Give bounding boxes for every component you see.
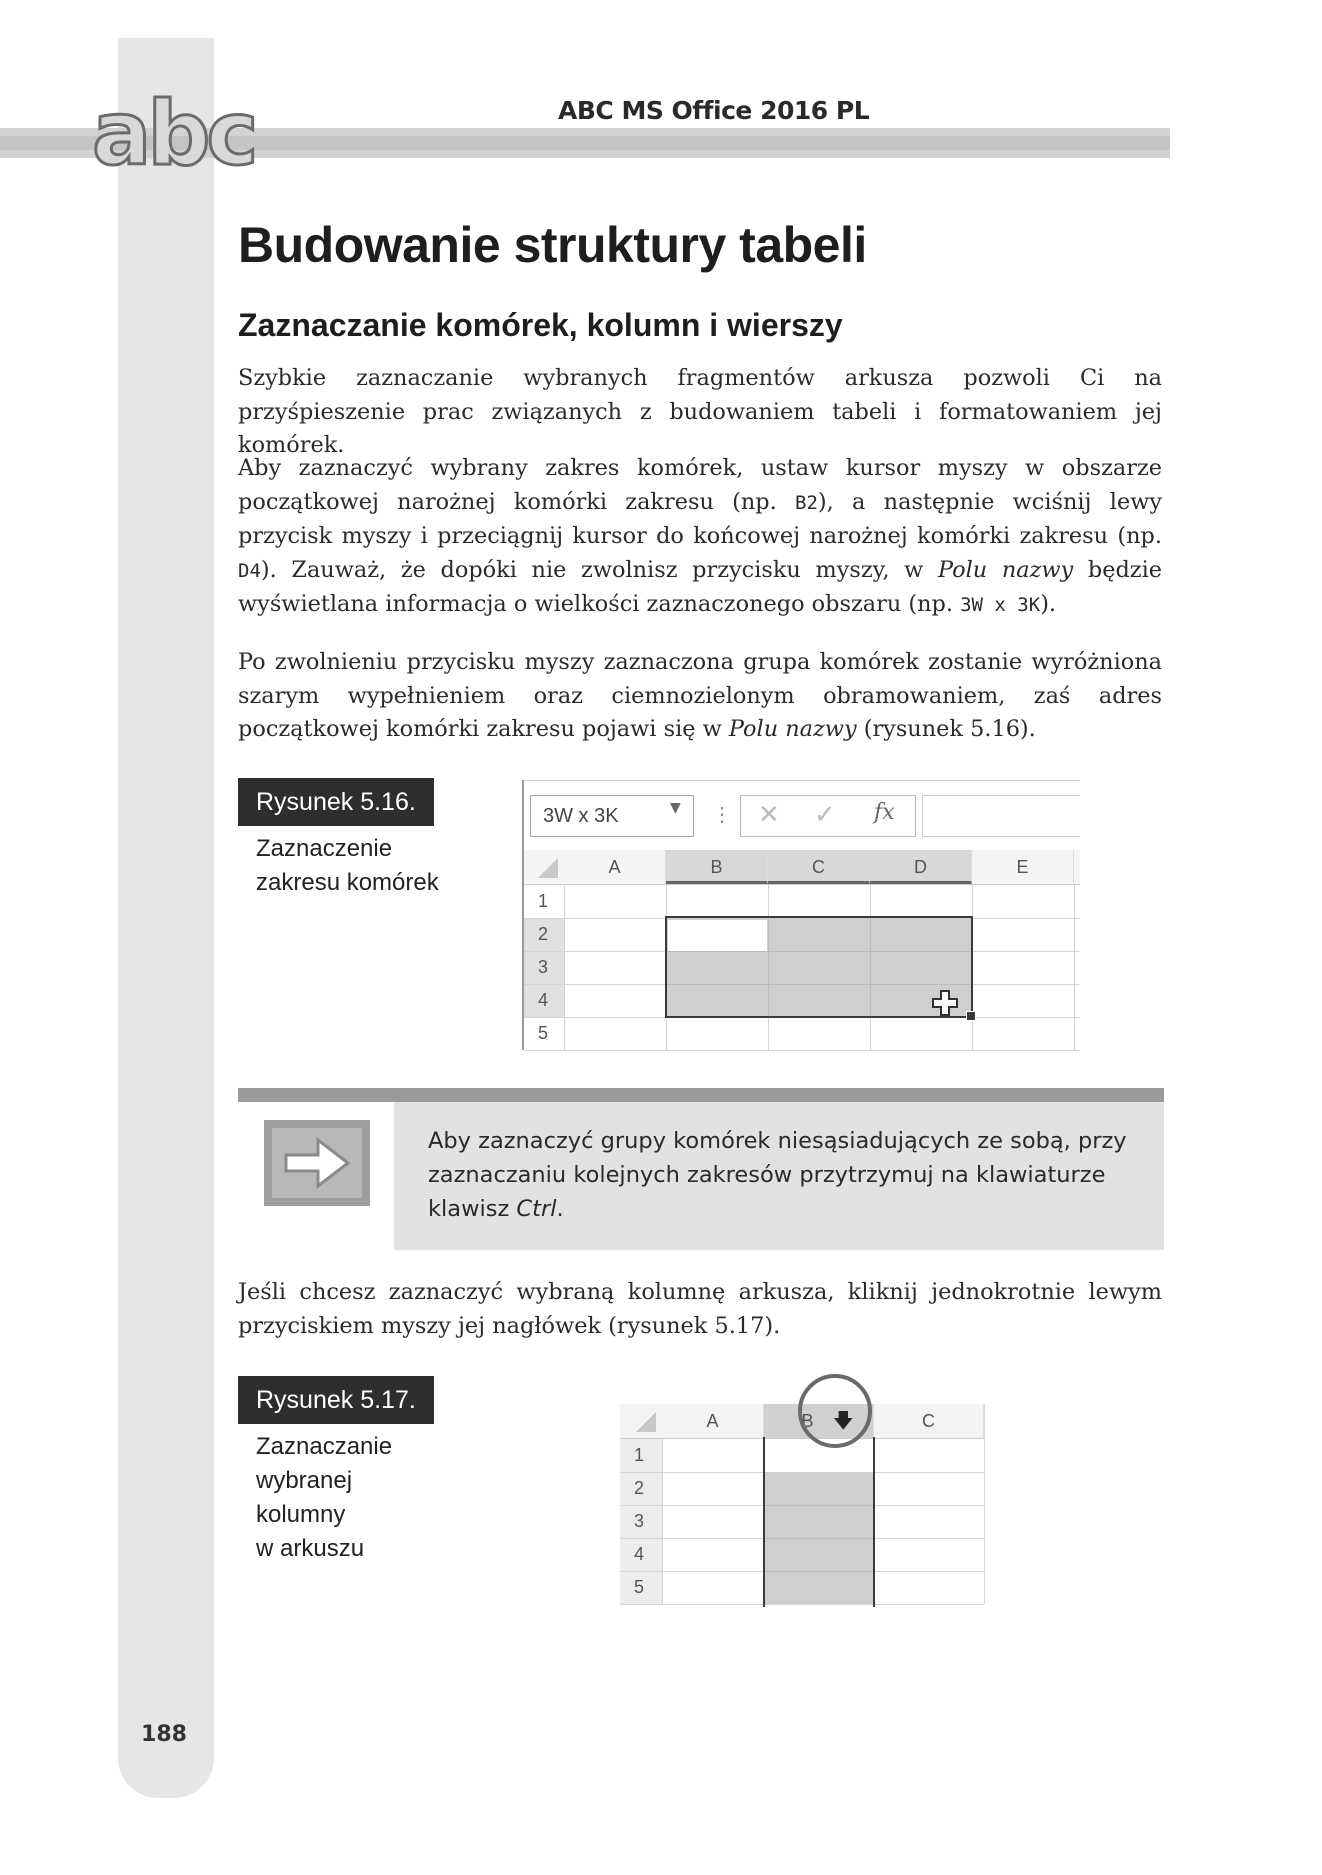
paragraph-1: Szybkie zaznaczanie wybranych fragmentów arkusza pozwoli Ci na przyśpieszenie prac związanych z budowaniem tabeli i formatowaniem jej komórek. [238, 365, 1162, 458]
column-header-e[interactable]: E [972, 850, 1074, 884]
caption-line: kolumny [256, 1501, 346, 1528]
figure-caption-5-17 [256, 1430, 446, 1566]
column-selection-border [763, 1437, 875, 1607]
section-title: Zaznaczanie komórek, kolumn i wierszy [238, 307, 843, 343]
tip-bar [238, 1088, 1164, 1102]
insert-function-icon[interactable]: fx [874, 800, 895, 825]
select-all-icon [524, 850, 564, 884]
column-header-c[interactable]: C [768, 850, 870, 884]
grid-line [984, 1404, 985, 1604]
caption-line: Zaznaczenie [256, 835, 393, 862]
column-header-a-2[interactable]: A [662, 1404, 764, 1438]
sheet-top-edge [524, 780, 1080, 781]
row-header-5[interactable]: 5 [538, 1023, 549, 1043]
cursor-plus-icon [932, 990, 958, 1016]
formula-input[interactable] [922, 795, 1080, 837]
book-title: ABC MS Office 2016 PL [558, 96, 870, 125]
row-header-1[interactable]: 1 [538, 891, 549, 911]
row-header-1[interactable]: 1 [620, 1439, 662, 1472]
enter-icon[interactable]: ✓ [814, 800, 836, 830]
left-margin-strip [118, 38, 214, 1798]
abc-logo: abc [92, 82, 255, 185]
selection-border [665, 916, 973, 1018]
page-number: 188 [141, 1722, 187, 1747]
fill-handle[interactable] [966, 1011, 976, 1021]
caption-line: w arkuszu [256, 1535, 365, 1562]
arrow-down-cursor-icon: 🡇 [833, 1408, 854, 1432]
row-header-4[interactable]: 4 [524, 984, 564, 1017]
grid-line [524, 1050, 1080, 1051]
paragraph-3: Po zwolnieniu przycisku myszy zaznaczona grupa komórek zostanie wyróżniona szarym wypełnieniem oraz ciemnozielonym obramowaniem, zaś adres początkowej komórki zakresu pojawi się w Polu nazwy (rysunek 5.16). [238, 649, 1162, 742]
column-header-a[interactable]: A [564, 850, 666, 884]
grid-line [662, 1438, 663, 1604]
column-header-c-2[interactable]: C [874, 1404, 984, 1438]
row-header-3[interactable]: 3 [524, 951, 564, 984]
paragraph-4: Jeśli chcesz zaznaczyć wybraną kolumnę arkusza, kliknij jednokrotnie lewym przyciskiem myszy jej nagłówek (rysunek 5.17). [238, 1279, 1162, 1339]
figure-caption-5-16 [256, 832, 446, 900]
arrow-right-icon [272, 1128, 362, 1198]
figure-label-5-17: Rysunek 5.17. [238, 1376, 434, 1424]
caption-line: zakresu komórek [256, 869, 439, 896]
select-all-corner-2[interactable] [620, 1404, 662, 1438]
row-header-3[interactable]: 3 [620, 1505, 662, 1538]
grid-line [1074, 884, 1075, 1050]
row-header-4[interactable]: 4 [620, 1538, 662, 1571]
row-header-5[interactable]: 5 [620, 1571, 662, 1604]
caption-line: wybranej [256, 1467, 353, 1494]
column-header-d[interactable]: D [870, 850, 972, 884]
name-box[interactable]: 3W x 3K [530, 795, 694, 837]
grid-line [564, 884, 565, 1050]
column-header-b-2[interactable]: B [764, 1404, 874, 1438]
cancel-icon[interactable]: ✕ [758, 800, 780, 830]
select-all-icon [620, 1404, 662, 1438]
page-title: Budowanie struktury tabeli [238, 217, 867, 273]
tip-text: Aby zaznaczyć grupy komórek niesąsiadujących ze sobą, przy zaznaczaniu kolejnych zakresów przytrzymuj na klawiaturze klawisz Ctrl. [428, 1128, 1127, 1222]
name-box-dropdown-icon[interactable]: ▼ [670, 800, 681, 816]
figure-label-5-16: Rysunek 5.16. [238, 778, 434, 826]
row-header-2[interactable]: 2 [524, 918, 564, 951]
column-header-b[interactable]: B [666, 850, 768, 884]
row-header-2[interactable]: 2 [620, 1472, 662, 1505]
select-all-corner[interactable] [524, 850, 564, 884]
caption-line: Zaznaczanie [256, 1433, 393, 1460]
paragraph-2: Aby zaznaczyć wybrany zakres komórek, ustaw kursor myszy w obszarze początkowej narożnej komórki zakresu (np. B2), a następnie wciśnij lewy przycisk myszy i przeciągnij kursor do końcowej narożnej komórki zakresu (np. D4). Zauważ, że dopóki nie zwolnisz przycisku myszy, w Polu nazwy będzie wyświetlana informacja o wielkości zaznaczonego obszaru (np. 3W x 3K). [238, 455, 1163, 617]
formula-bar-divider-icon: ⋮ [712, 802, 732, 826]
